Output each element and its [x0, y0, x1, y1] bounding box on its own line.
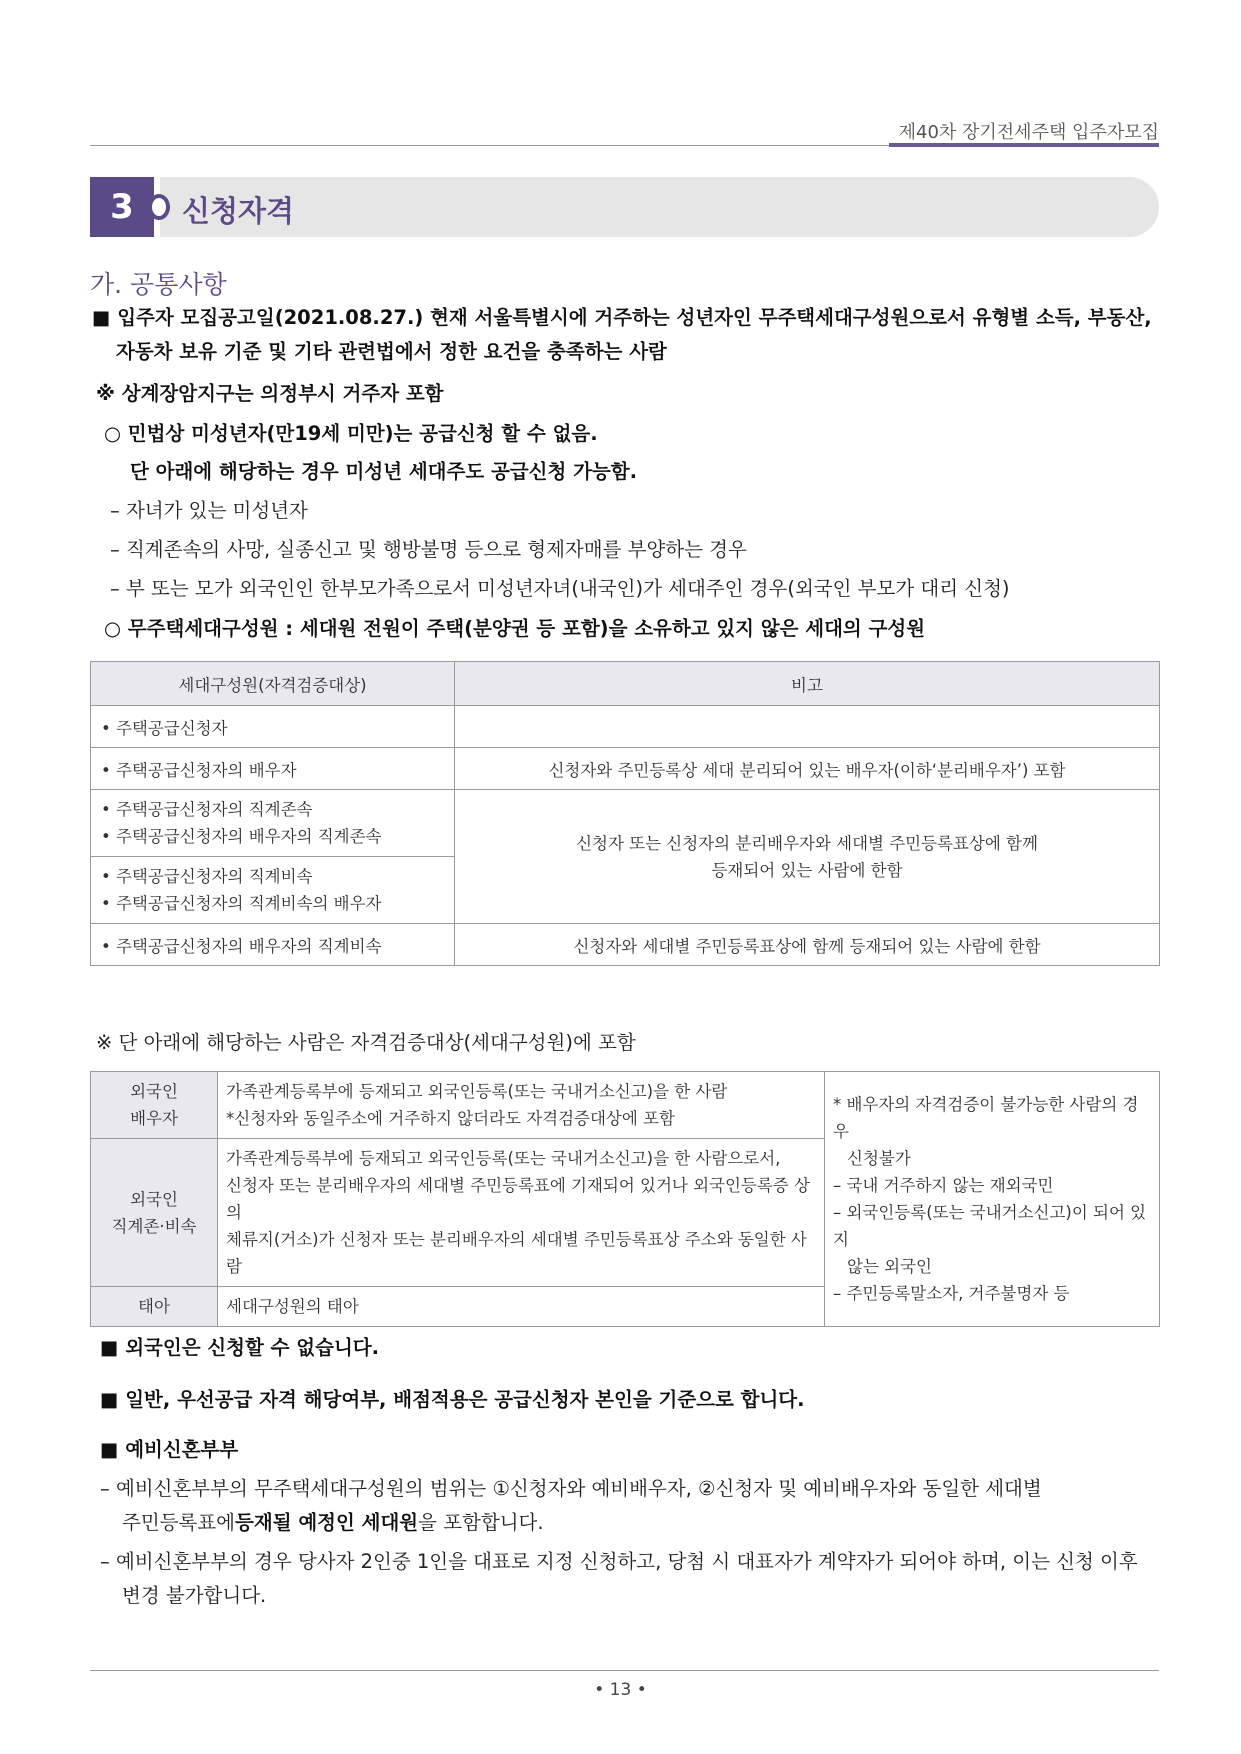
cell-line: • 주택공급신청자의 직계비속 [101, 867, 313, 886]
running-header: 제40차 장기전세주택 입주자모집 [898, 122, 1159, 143]
cell-line: * 배우자의 자격검증이 불가능한 사람의 경우 [833, 1095, 1139, 1141]
section-heading-background [160, 177, 1159, 237]
table-row [91, 1072, 1160, 1139]
cell-line: • 주택공급신청자의 배우자의 직계존속 [101, 827, 382, 846]
table-header-cell: 비고 [455, 662, 1160, 706]
cell-line: 가족관계등록부에 등재되고 외국인등록(또는 국내거소신고)을 한 사람으로서, [226, 1149, 781, 1168]
cell-line: – 국내 거주하지 않는 재외국민 [833, 1176, 1054, 1195]
cell-line: 등재되어 있는 사람에 한함 [711, 860, 903, 880]
minor-rule-line: ○ 민법상 미성년자(만19세 미만)는 공급신청 할 수 없음. [104, 422, 598, 445]
label-line: 직계존·비속 [111, 1216, 197, 1236]
minor-rule-line-b: 단 아래에 해당하는 경우 미성년 세대주도 공급신청 가능함. [130, 460, 638, 483]
table-cell [455, 706, 1160, 748]
exclusion-note-cell [825, 1072, 1160, 1327]
cell-line: – 외국인등록(또는 국내거소신고)이 되어 있지 [833, 1203, 1147, 1249]
table-header-cell: 세대구성원(자격검증대상) [91, 662, 455, 706]
table-row [91, 790, 1160, 857]
note-line: ※ 상계장암지구는 의정부시 거주자 포함 [96, 382, 444, 405]
bottom-rule-2: ■ 일반, 우선공급 자격 해당여부, 배점적용은 공급신청자 본인을 기준으로 합니다. [100, 1388, 805, 1411]
fiance-detail-1b [122, 1506, 544, 1540]
row-label [91, 1139, 218, 1287]
table-cell: 신청자와 주민등록상 세대 분리되어 있는 배우자(이하‘분리배우자’) 포함 [455, 748, 1160, 790]
minor-case-1: – 자녀가 있는 미성년자 [110, 499, 308, 522]
section-number: 3 [90, 177, 154, 237]
cell-line: *신청자와 동일주소에 거주하지 않더라도 자격검증대상에 포함 [226, 1109, 675, 1128]
row-label: 태아 [91, 1287, 218, 1327]
table-cell: 신청자와 세대별 주민등록표상에 함께 등재되어 있는 사람에 한함 [455, 924, 1160, 966]
table-cell [91, 857, 455, 924]
table-cell: • 주택공급신청자의 배우자의 직계비속 [91, 924, 455, 966]
minor-case-2: – 직계존속의 사망, 실종신고 및 행방불명 등으로 형제자매를 부양하는 경우 [110, 538, 747, 561]
cell-line: • 주택공급신청자의 직계존속 [101, 800, 313, 819]
detail-emphasis: 등재될 예정인 세대원 [235, 1511, 419, 1534]
subsection-title: 가. 공통사항 [90, 270, 227, 299]
household-definition: ○ 무주택세대구성원 : 세대원 전원이 주택(분양권 등 포함)을 소유하고 있지 않은 세대의 구성원 [104, 617, 926, 640]
row-label [91, 1072, 218, 1139]
cell-line: • 주택공급신청자의 직계비속의 배우자 [101, 894, 382, 913]
table-row [91, 924, 1160, 966]
cell-line: 신청자 또는 신청자의 분리배우자와 세대별 주민등록표상에 함께 [576, 833, 1038, 853]
minor-case-3: – 부 또는 모가 외국인인 한부모가족으로서 미성년자녀(내국인)가 세대주인 경우(외국인 부모가 대리 신청) [110, 577, 1010, 600]
footer-rule [90, 1670, 1159, 1671]
label-line: 배우자 [130, 1109, 178, 1128]
table-cell: • 주택공급신청자 [91, 706, 455, 748]
section-dot-icon [148, 194, 170, 220]
page-number: • 13 • [594, 1680, 647, 1700]
table-cell: 세대구성원의 태아 [218, 1287, 825, 1327]
household-members-table [90, 661, 1160, 966]
table-cell [455, 790, 1160, 924]
table-cell [218, 1072, 825, 1139]
table-cell: • 주택공급신청자의 배우자 [91, 748, 455, 790]
detail-text: 주민등록표에 [122, 1511, 236, 1534]
cell-line: 신청불가 [847, 1149, 911, 1168]
cell-line: 가족관계등록부에 등재되고 외국인등록(또는 국내거소신고)을 한 사람 [226, 1082, 728, 1101]
table-header-row [91, 662, 1160, 706]
detail-text: 을 포함합니다. [418, 1511, 544, 1534]
label-line: 외국인 [130, 1082, 178, 1101]
header-accent-bar [889, 143, 1159, 147]
requirement-line-1: ■ 입주자 모집공고일(2021.08.27.) 현재 서울특별시에 거주하는 성년자인 무주택세대구성원으로서 유형별 소득, 부동산, [92, 306, 1152, 329]
cell-line: 체류지(거소)가 신청자 또는 분리배우자의 세대별 주민등록표상 주소와 동일한 사람 [226, 1230, 807, 1276]
cell-line: 신청자 또는 분리배우자의 세대별 주민등록표에 기재되어 있거나 외국인등록증 상의 [226, 1176, 810, 1222]
foreigner-inclusion-table [90, 1071, 1160, 1327]
bottom-rule-1: ■ 외국인은 신청할 수 없습니다. [100, 1336, 380, 1359]
label-line: 외국인 [130, 1189, 178, 1209]
fiance-detail-2b: 변경 불가합니다. [122, 1584, 267, 1607]
bottom-rule-3: ■ 예비신혼부부 [100, 1438, 239, 1461]
fiance-detail-1: – 예비신혼부부의 무주택세대구성원의 범위는 ①신청자와 예비배우자, ②신청자 및 예비배우자와 동일한 세대별 [100, 1477, 1042, 1500]
section-title: 신청자격 [182, 194, 295, 228]
table-cell [218, 1139, 825, 1287]
section-heading [90, 177, 1159, 237]
table-row [91, 706, 1160, 748]
table-cell [91, 790, 455, 857]
cell-line: – 주민등록말소자, 거주불명자 등 [833, 1284, 1070, 1303]
table-row [91, 748, 1160, 790]
fiance-detail-2: – 예비신혼부부의 경우 당사자 2인중 1인을 대표로 지정 신청하고, 당첨 시 대표자가 계약자가 되어야 하며, 이는 신청 이후 [100, 1550, 1138, 1573]
cell-line: 않는 외국인 [847, 1257, 932, 1276]
inclusion-note: ※ 단 아래에 해당하는 사람은 자격검증대상(세대구성원)에 포함 [96, 1031, 636, 1054]
requirement-line-1b: 자동차 보유 기준 및 기타 관련법에서 정한 요건을 충족하는 사람 [116, 340, 667, 363]
